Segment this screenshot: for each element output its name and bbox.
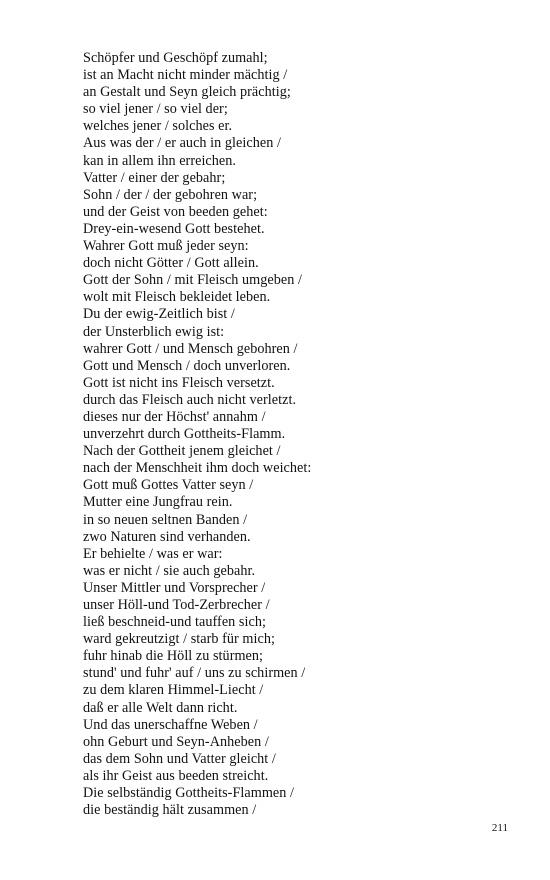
poem-line: Und das unerschaffne Weben / bbox=[83, 716, 258, 733]
poem-line: Unser Mittler und Vorsprecher / bbox=[83, 579, 266, 596]
poem-line: Sohn / der / der gebohren war; bbox=[83, 186, 258, 203]
poem-line: unverzehrt durch Gottheits-Flamm. bbox=[83, 426, 286, 443]
poem-line: welches jener / solches er. bbox=[83, 118, 233, 135]
poem-line: daß er alle Welt dann richt. bbox=[83, 699, 238, 716]
poem-line: dieses nur der Höchst' annahm / bbox=[83, 408, 266, 425]
poem-line: die beständig hält zusammen / bbox=[83, 802, 257, 819]
poem-line: Aus was der / er auch in gleichen / bbox=[83, 135, 281, 152]
poem-line: ließ beschneid-und tauffen sich; bbox=[83, 614, 266, 631]
poem-line: was er nicht / sie auch gebahr. bbox=[83, 562, 256, 579]
poem-line: stund' und fuhr' auf / uns zu schirmen / bbox=[83, 665, 306, 682]
poem-line: und der Geist von beeden gehet: bbox=[83, 203, 268, 220]
poem-line: so viel jener / so viel der; bbox=[83, 101, 228, 118]
poem-line: der Unsterblich ewig ist: bbox=[83, 323, 225, 340]
poem-line: wahrer Gott / und Mensch gebohren / bbox=[83, 340, 298, 357]
poem-line: Drey-ein-wesend Gott bestehet. bbox=[83, 220, 265, 237]
poem-line: Du der ewig-Zeitlich bist / bbox=[83, 306, 235, 323]
poem-line: an Gestalt und Seyn gleich prächtig; bbox=[83, 84, 291, 101]
poem-line: das dem Sohn und Vatter gleicht / bbox=[83, 750, 276, 767]
poem-line: zwo Naturen sind verhanden. bbox=[83, 528, 251, 545]
poem-line: Gott und Mensch / doch unverloren. bbox=[83, 357, 291, 374]
poem-line: kan in allem ihn erreichen. bbox=[83, 152, 237, 169]
poem-line: zu dem klaren Himmel-Liecht / bbox=[83, 682, 264, 699]
poem-line: in so neuen seltnen Banden / bbox=[83, 511, 248, 528]
poem-line: Gott der Sohn / mit Fleisch umgeben / bbox=[83, 272, 302, 289]
poem-line: Nach der Gottheit jenem gleichet / bbox=[83, 443, 281, 460]
poem-line: fuhr hinab die Höll zu stürmen; bbox=[83, 648, 264, 665]
poem-line: Mutter eine Jungfrau rein. bbox=[83, 494, 233, 511]
poem-line: Die selbständig Gottheits-Flammen / bbox=[83, 785, 294, 802]
poem-text bbox=[83, 50, 311, 819]
poem-line: durch das Fleisch auch nicht verletzt. bbox=[83, 391, 297, 408]
poem-line: Er behielte / was er war: bbox=[83, 545, 223, 562]
poem-line: ist an Macht nicht minder mächtig / bbox=[83, 67, 288, 84]
poem-line: Wahrer Gott muß jeder seyn: bbox=[83, 238, 249, 255]
poem-line: Vatter / einer der gebahr; bbox=[83, 169, 226, 186]
poem-line: als ihr Geist aus beeden streicht. bbox=[83, 767, 269, 784]
poem-line: ward gekreutzigt / starb für mich; bbox=[83, 631, 275, 648]
poem-line: Gott muß Gottes Vatter seyn / bbox=[83, 477, 254, 494]
poem-line: nach der Menschheit ihm doch weichet: bbox=[83, 460, 312, 477]
poem-line: ohn Geburt und Seyn-Anheben / bbox=[83, 733, 269, 750]
poem-line: wolt mit Fleisch bekleidet leben. bbox=[83, 289, 271, 306]
poem-line: doch nicht Götter / Gott allein. bbox=[83, 255, 259, 272]
poem-line: Schöpfer und Geschöpf zumahl; bbox=[83, 50, 268, 66]
poem-line: Gott ist nicht ins Fleisch versetzt. bbox=[83, 374, 275, 391]
page-number: 211 bbox=[491, 822, 508, 834]
poem-line: unser Höll-und Tod-Zerbrecher / bbox=[83, 597, 270, 613]
